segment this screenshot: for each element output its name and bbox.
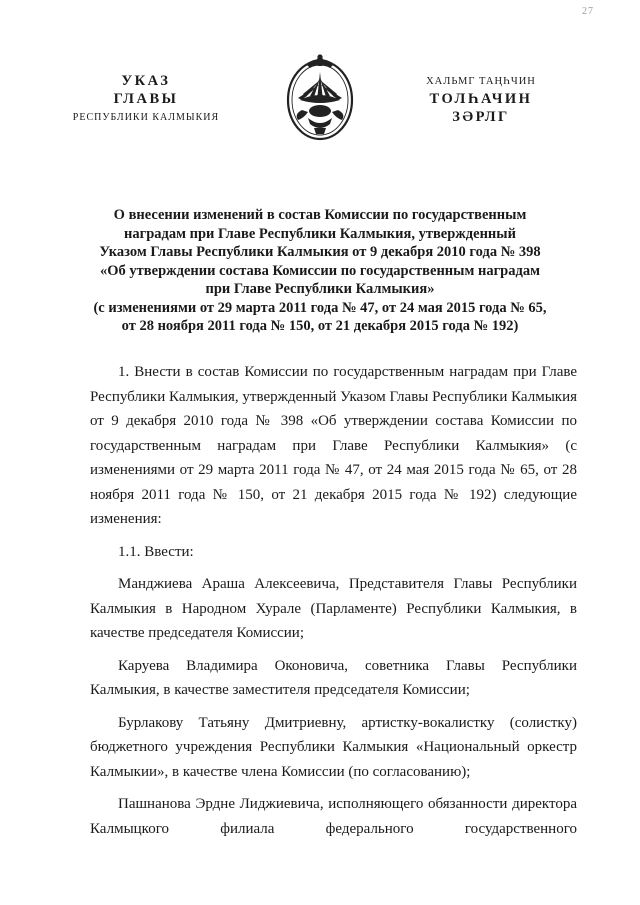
title-line: «Об утверждении состава Комиссии по государственным наградам <box>100 262 540 279</box>
document-title <box>70 206 570 336</box>
header-right-line-3: ЗӘРЛГ <box>452 109 510 125</box>
header-left-line-3: РЕСПУБЛИКИ КАЛМЫКИЯ <box>72 112 220 123</box>
title-line: О внесении изменений в состав Комиссии по государственным <box>113 207 527 223</box>
coat-of-arms-emblem <box>284 52 356 142</box>
header-left-line-2: ГЛАВЫ <box>113 91 179 107</box>
paragraph-appointee: Пашнанова Эрдне Лиджиевича, исполняющего обязанности директора Калмыцкого филиала федерального государственного <box>90 796 577 837</box>
header-left-block <box>62 72 230 126</box>
title-line: при Главе Республики Калмыкия» <box>205 281 435 297</box>
title-line: Указом Главы Республики Калмыкия от 9 декабря 2010 года № 398 <box>99 244 541 260</box>
paragraph-appointee: Каруева Владимира Оконовича, советника Главы Республики Калмыкия, в качестве заместителя председателя Комиссии; <box>90 657 577 698</box>
title-line: наградам при Главе Республики Калмыкия, утвержденный <box>124 225 516 242</box>
page-number: 27 <box>582 6 594 17</box>
paragraph-appointee: Манджиева Араша Алексеевича, Представителя Главы Республики Калмыкия в Народном Хурале (Парламенте) Республики Калмыкия, в качестве председателя Комиссии; <box>90 576 577 641</box>
paragraph-appointee: Бурлакову Татьяну Дмитриевну, артистку-вокалистку (солистку) бюджетного учреждения Республики Калмыкия «Национальный оркестр Калмыкии», в качестве члена Комиссии (по согласованию); <box>90 714 577 780</box>
header-right-line-1: ХАЛЬМГ ТАҢҺЧИН <box>426 76 536 87</box>
title-line: (с изменениями от 29 марта 2011 года № 47, от 24 мая 2015 года № 65, <box>93 299 547 316</box>
title-line: от 28 ноября 2011 года № 150, от 21 декабря 2015 года № 192) <box>121 318 519 334</box>
document-body <box>90 360 577 849</box>
header-right-line-2: ТОЛҺАЧИН <box>429 91 533 107</box>
header-right-block <box>406 73 556 126</box>
paragraph-item-1: 1. Внести в состав Комиссии по государственным наградам при Главе Республики Калмыкия, утвержденный Указом Главы Республики Калмыкия от 9 декабря 2010 года № 398 «Об утверждении состава Комиссии по государственным наградам при Главе Республики Калмыкия» (с изменениями от 29 марта 2011 года № 47, от 24 мая 2015 года № 65, от 28 ноября 2011 года № 150, от 21 декабря 2015 года № 192) следующие изменения: <box>90 364 577 527</box>
header-left-line-1: УКАЗ <box>121 73 171 89</box>
paragraph-item-1-1: 1.1. Ввести: <box>118 543 194 560</box>
